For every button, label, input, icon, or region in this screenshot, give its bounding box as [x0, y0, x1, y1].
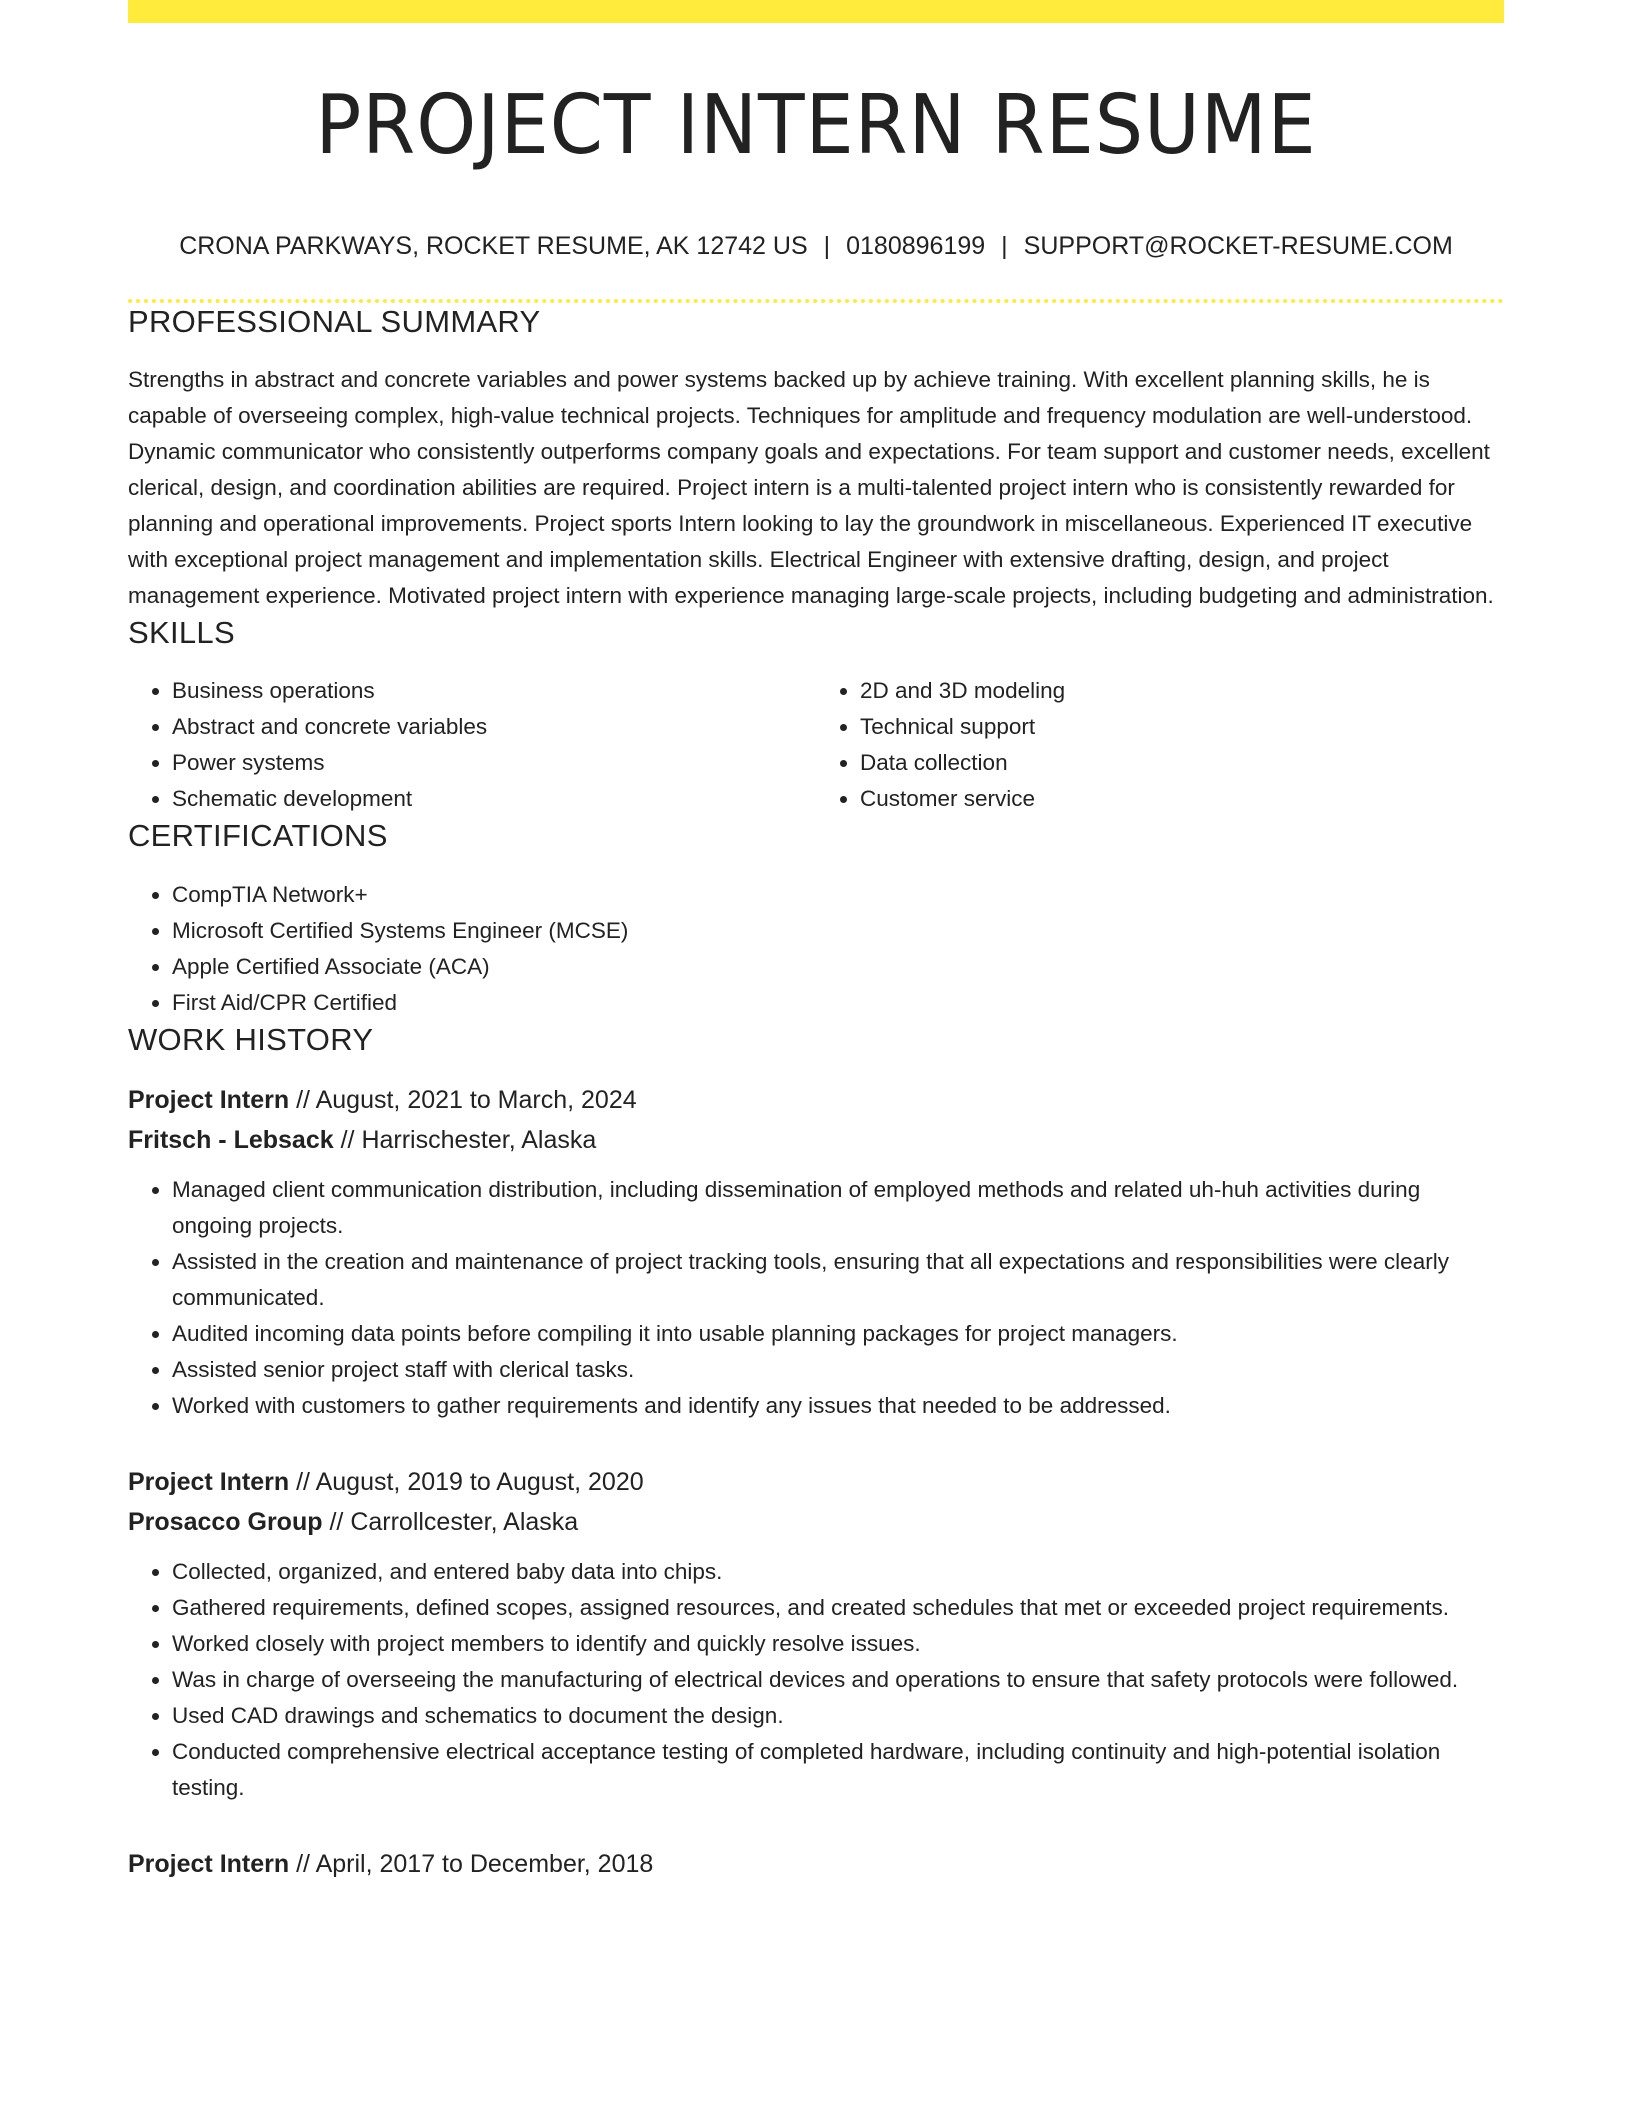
skill-item: • Customer service [860, 781, 1504, 817]
contact-separator: | [823, 232, 831, 260]
job-separator: // [329, 1507, 344, 1536]
job-company: Prosacco Group [128, 1507, 323, 1536]
job-bullet: • Was in charge of overseeing the manufacturing of electrical devices and operations to ensure that safety protocols were followed. [172, 1662, 1504, 1698]
job-separator: // [296, 1849, 311, 1878]
job-title-line [128, 1462, 1504, 1502]
job-bullet: • Managed client communication distribution, including dissemination of employed methods and related uh-huh activities during ongoing projects. [172, 1172, 1504, 1244]
skills-heading: SKILLS [128, 615, 235, 651]
skill-item: • Data collection [860, 745, 1504, 781]
certification-item: • CompTIA Network+ [172, 877, 1504, 913]
job-bullet: • Worked closely with project members to identify and quickly resolve issues. [172, 1626, 1504, 1662]
summary-text: Strengths in abstract and concrete variables and power systems backed up by achieve training. With excellent planning skills, he is capable of overseeing complex, high-value technical projects. Techniques for amplitude and frequency modulation are well-understood. Dynamic communicator who consistently outperforms company goals and expectations. For team support and customer needs, excellent clerical, design, and coordination abilities are required. Project intern is a multi-talented project intern who is consistently rewarded for planning and operational improvements. Project sports Intern looking to lay the groundwork in miscellaneous. Experienced IT executive with exceptional project management and implementation skills. Electrical Engineer with extensive drafting, design, and project management experience. Motivated project intern with experience managing large-scale projects, including budgeting and administration. [128, 367, 1494, 609]
skill-item: • Technical support [860, 709, 1504, 745]
certification-item: • First Aid/CPR Certified [172, 985, 1504, 1021]
job-dates: August, 2021 to March, 2024 [315, 1085, 637, 1114]
job-bullet: • Worked with customers to gather requirements and identify any issues that needed to be addressed. [172, 1388, 1504, 1424]
summary-heading: PROFESSIONAL SUMMARY [128, 304, 541, 339]
certifications-list [128, 877, 1504, 1021]
contact-address: CRONA PARKWAYS, ROCKET RESUME, AK 12742 US [179, 232, 808, 260]
job-bullet: • Audited incoming data points before compiling it into usable planning packages for project managers. [172, 1316, 1504, 1352]
skill-item: • Business operations [172, 673, 816, 709]
job-location: Carrollcester, Alaska [350, 1507, 579, 1536]
certifications-heading: CERTIFICATIONS [128, 818, 388, 854]
skill-item: • Abstract and concrete variables [172, 709, 816, 745]
job-location: Harrischester, Alaska [361, 1125, 597, 1154]
job-role: Project Intern [128, 1085, 290, 1114]
work-history-heading: WORK HISTORY [128, 1021, 374, 1057]
skill-item: • Power systems [172, 745, 816, 781]
job-bullets [128, 1172, 1504, 1424]
job-dates: April, 2017 to December, 2018 [315, 1849, 654, 1878]
job-company-line [128, 1120, 1504, 1160]
job-role: Project Intern [128, 1467, 290, 1496]
top-accent-bar [128, 0, 1504, 23]
job-bullet: • Assisted senior project staff with clerical tasks. [172, 1352, 1504, 1388]
job-bullet: • Used CAD drawings and schematics to document the design. [172, 1698, 1504, 1734]
job-entry [128, 1462, 1504, 1806]
skills-grid [128, 673, 1504, 817]
job-company-line [128, 1502, 1504, 1542]
job-separator: // [340, 1125, 355, 1154]
resume-title: PROJECT INTERN RESUME [315, 78, 1317, 173]
job-separator: // [296, 1085, 311, 1114]
certification-item: • Microsoft Certified Systems Engineer (MCSE) [172, 913, 1504, 949]
job-title-line [128, 1844, 1504, 1884]
contact-separator: | [1001, 232, 1008, 260]
job-bullets [128, 1554, 1504, 1806]
job-entry [128, 1080, 1504, 1424]
certification-item: • Apple Certified Associate (ACA) [172, 949, 1504, 985]
job-bullet: • Collected, organized, and entered baby data into chips. [172, 1554, 1504, 1590]
job-bullet: • Conducted comprehensive electrical acceptance testing of completed hardware, including continuity and high-potential isolation testing. [172, 1734, 1504, 1806]
contact-phone: 0180896199 [846, 232, 986, 260]
job-role: Project Intern [128, 1849, 290, 1878]
skills-left-list [128, 673, 816, 817]
job-separator: // [296, 1467, 311, 1496]
job-bullet: • Gathered requirements, defined scopes, assigned resources, and created schedules that met or exceeded project requirements. [172, 1590, 1504, 1626]
contact-email[interactable]: SUPPORT@ROCKET-RESUME.COM [1023, 232, 1453, 260]
job-title-line [128, 1080, 1504, 1120]
job-company: Fritsch - Lebsack [128, 1125, 334, 1154]
skills-right-list [816, 673, 1504, 817]
skill-item: • 2D and 3D modeling [860, 673, 1504, 709]
job-bullet: • Assisted in the creation and maintenance of project tracking tools, ensuring that all expectations and responsibilities were clearly communicated. [172, 1244, 1504, 1316]
resume-page [128, 0, 1504, 1884]
contact-line [128, 231, 1504, 261]
job-entry [128, 1844, 1504, 1884]
skill-item: • Schematic development [172, 781, 816, 817]
job-dates: August, 2019 to August, 2020 [315, 1467, 644, 1496]
